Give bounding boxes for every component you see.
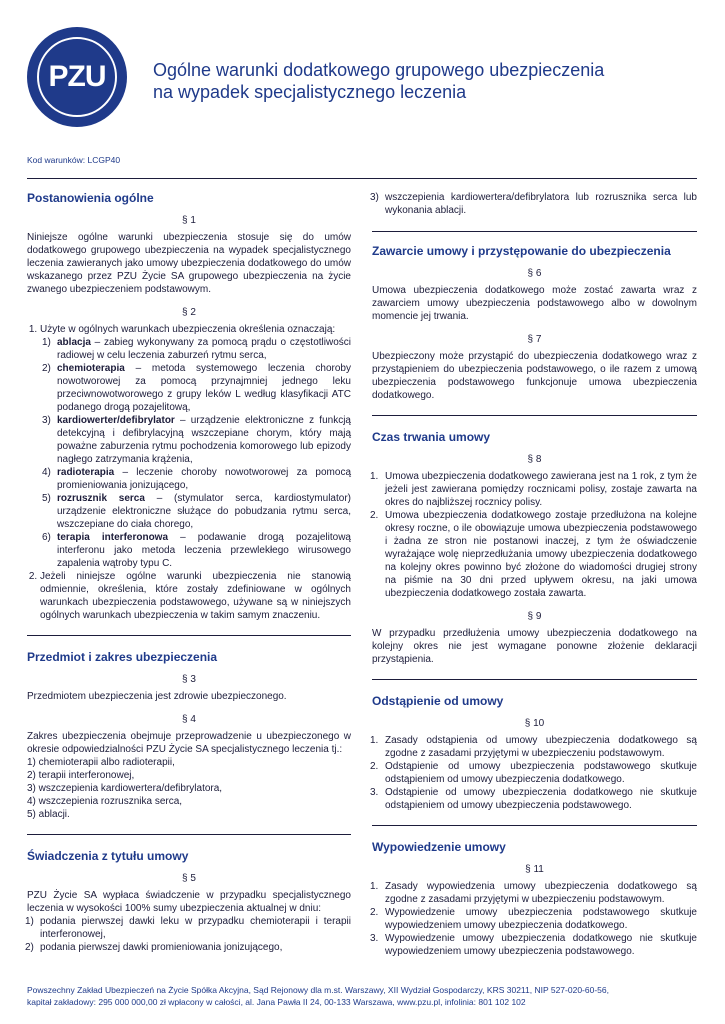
- definition-text: – (stymulator serca, kardiostymulator) urządzenie elektroniczne służące do pobudzania rytmu serca, wszczepiane do ciała chorego,: [57, 493, 351, 530]
- list-item-text: [57, 336, 351, 362]
- list-item: [40, 323, 351, 570]
- section-divider: [372, 679, 697, 680]
- section-heading-withdrawal: Odstąpienie od umowy: [372, 694, 504, 708]
- defined-term: chemioterapia: [57, 363, 125, 374]
- paragraph-text: Niniejsze ogólne warunki ubezpieczenia stosuje się do umów dodatkowego grupowego ubezpieczenia na wypadek specjalistycznego leczenia zawieranych jako umowy ubezpieczenia dodatkowego do umów wskazanego przez PZU Życie SA grupowego ubezpieczenia na życie zwanego ubezpieczeniem podstawowym.: [27, 232, 351, 295]
- definition-text: – urządzenie elektroniczne z funkcją detekcyjną i defibrylacyjną wszczepiane chorym, który mają poważne zaburzenia rytmu pochodzenia komorowego lub epizody nagłego zatrzymania krążenia,: [57, 415, 351, 465]
- list-number: 2): [42, 363, 51, 374]
- list-item-text: 2. Jeżeli niniejsze ogólne warunki ubezpieczenia nie stanowią odmiennie, określenia, które zostały zdefiniowane w ogólnych warunkach ubezpieczenia podstawowego, używane są w niniejszych ogólnych warunkach ubezpieczenia w takim samym znaczeniu.: [40, 571, 351, 621]
- section-heading-conclusion: Zawarcie umowy i przystępowanie do ubezpieczenia: [372, 244, 671, 258]
- list-item: [370, 932, 697, 958]
- paragraph-number: § 6: [527, 268, 542, 279]
- footer-line-2: kapitał zakładowy: 295 000 000,00 zł wpłacony w całości, al. Jana Pawła II 24, 00-133 Warszawa, www.pzu.pl, infolinia: 801 102 102: [27, 997, 526, 1007]
- list-item-text: Umowa ubezpieczenia dodatkowego zawierana jest na 1 rok, z tym że jeżeli jest zawierana pomiędzy rocznicami polisy, zostaje zawarta na okres do najbliższej rocznicy polisy.: [385, 471, 697, 508]
- list-number: 6): [42, 532, 51, 543]
- list-number: 1): [42, 337, 51, 348]
- list-item-text: wszczepienia kardiowertera/defibrylatora lub rozrusznika serca lub wykonania ablacji.: [385, 192, 697, 216]
- list-item: [370, 191, 697, 217]
- list-number: 2): [25, 942, 34, 953]
- logo-text: PZU: [48, 60, 106, 93]
- definition-text: – metoda systemowego leczenia choroby nowotworowej za pomocą przynajmniej jednego leku przeciwnowotworowego z grupy leków L według klasyfikacji ATC podanego drogą pozajelitową,: [57, 363, 351, 413]
- list-number: 1.: [370, 735, 379, 746]
- section-heading-termination: Wypowiedzenie umowy: [372, 840, 506, 854]
- definition-text: – leczenie choroby nowotworowej za pomocą promieniowania jonizującego,: [57, 467, 351, 491]
- section-heading-duration: Czas trwania umowy: [372, 430, 491, 444]
- document-title: [153, 59, 673, 103]
- definition-text: – podawanie drogą pozajelitową interferonu jako metoda leczenia przewlekłego wirusowego zapalenia wątroby typu C.: [57, 532, 351, 569]
- list-item: [40, 570, 351, 622]
- definitions-list: [27, 323, 351, 622]
- list-number: 3.: [370, 787, 379, 798]
- section-heading-general: Postanowienia ogólne: [27, 191, 154, 205]
- list-item-text: [57, 362, 351, 414]
- list-item-text: [57, 466, 351, 492]
- paragraph-text: W przypadku przedłużenia umowy ubezpieczenia dodatkowego na kolejny okres nie jest wymagane ponowne złożenie deklaracji przystąpienia.: [372, 628, 697, 665]
- footer: [27, 984, 717, 1008]
- definition-text: – zabieg wykonywany za pomocą prądu o częstotliwości radiowej w celu leczenia zaburzeń rytmu serca,: [57, 337, 351, 361]
- section-heading-benefits: Świadczenia z tytułu umowy: [27, 849, 189, 863]
- list-number: 4): [42, 467, 51, 478]
- right-column: [372, 180, 697, 958]
- list-item: [25, 915, 351, 941]
- section-divider: [372, 231, 697, 232]
- paragraph-text: Przedmiotem ubezpieczenia jest zdrowie ubezpieczonego.: [27, 691, 287, 702]
- list-item: 4) wszczepienia rozrusznika serca,: [27, 796, 183, 807]
- defined-term: radioterapia: [57, 467, 115, 478]
- list-item-text: Odstąpienie od umowy ubezpieczenia podstawowego skutkuje odstąpieniem od umowy ubezpieczenia dodatkowego.: [385, 761, 697, 785]
- withdrawal-list: [372, 734, 697, 812]
- list-number: 1.: [370, 881, 379, 892]
- scope-list: [27, 756, 351, 821]
- list-item: [42, 336, 351, 362]
- paragraph-number: § 3: [182, 674, 196, 685]
- list-number: 3): [370, 192, 379, 203]
- header-divider: [27, 178, 697, 179]
- list-number: 3.: [370, 933, 379, 944]
- paragraph-number: § 9: [527, 611, 542, 622]
- pzu-logo: [27, 27, 127, 127]
- list-item-text: Wypowiedzenie umowy ubezpieczenia podstawowego skutkuje wypowiedzeniem umowy ubezpieczenia dodatkowego.: [385, 907, 697, 931]
- footer-line-1: Powszechny Zakład Ubezpieczeń na Życie Spółka Akcyjna, Sąd Rejonowy dla m.st. Warszawy, XII Wydział Gospodarczy, KRS 30211, NIP 527-020-60-56,: [27, 985, 609, 995]
- list-item-text: podania pierwszej dawki promieniowania jonizującego,: [40, 942, 283, 953]
- list-item: [370, 786, 697, 812]
- list-item: [370, 880, 697, 906]
- list-item-text: Użyte w ogólnych warunkach ubezpieczenia określenia oznaczają:: [40, 324, 336, 335]
- paragraph-number: § 8: [527, 454, 542, 465]
- paragraph-number: § 10: [524, 718, 545, 729]
- list-item: 2) terapii interferonowej,: [27, 770, 135, 781]
- title-line-2: na wypadek specjalistycznego leczenia: [153, 82, 467, 102]
- paragraph-text: PZU Życie SA wypłaca świadczenie w przypadku specjalistycznego leczenia w wysokości 100% sumy ubezpieczenia aktualnej w dniu:: [27, 890, 351, 914]
- paragraph-text: Zakres ubezpieczenia obejmuje przeprowadzenie u ubezpieczonego w okresie odpowiedzialności PZU Życie SA specjalistycznego leczenia tj.:: [27, 731, 351, 755]
- benefits-list: [27, 915, 351, 954]
- continued-list: [372, 191, 697, 217]
- paragraph-number: § 7: [527, 334, 542, 345]
- defined-term: terapia interferonowa: [57, 532, 169, 543]
- paragraph-number: § 2: [182, 307, 196, 318]
- list-item: [370, 509, 697, 600]
- list-item: [370, 906, 697, 932]
- list-item-text: [57, 492, 351, 531]
- left-column: [27, 180, 351, 954]
- definitions-sublist: [40, 336, 351, 570]
- termination-list: [372, 880, 697, 958]
- duration-list: [372, 470, 697, 600]
- list-number: 1): [25, 916, 34, 927]
- list-item: [42, 362, 351, 414]
- section-divider: [372, 825, 697, 826]
- list-item-text: Wypowiedzenie umowy ubezpieczenia dodatkowego nie skutkuje wypowiedzeniem umowy ubezpieczenia podstawowego.: [385, 933, 697, 957]
- list-number: 2.: [370, 761, 379, 772]
- list-item: [42, 492, 351, 531]
- paragraph-text: Umowa ubezpieczenia dodatkowego może zostać zawarta wraz z zawarciem umowy ubezpieczenia podstawowego albo w dowolnym momencie jej trwania.: [372, 285, 697, 322]
- paragraph-number: § 11: [525, 864, 544, 875]
- list-item: [370, 760, 697, 786]
- paragraph-number: § 5: [182, 873, 196, 884]
- list-item-text: Umowa ubezpieczenia dodatkowego zostaje przedłużona na kolejne okresy roczne, o ile obowiązuje umowa ubezpieczenia podstawowego i żadna ze stron nie postanowi inaczej, z tym że oświadczenie wyrażające wolę nieprzedłużania umowy ubezpieczenia dodatkowego na kolejny okres powinno być złożone do wiadomości drugiej strony na piśmie na 30 dni przed upływem okresu, na jaki umowa ubezpieczenia dodatkowego została zawarta.: [385, 510, 697, 599]
- list-number: 5): [42, 493, 51, 504]
- list-item-text: podania pierwszej dawki leku w przypadku chemioterapii i terapii interferonowej,: [40, 916, 351, 940]
- list-item: [370, 734, 697, 760]
- list-item: 3) wszczepienia kardiowertera/defibrylatora,: [27, 783, 223, 794]
- list-item: 5) ablacji.: [27, 809, 70, 820]
- defined-term: ablacja: [57, 337, 91, 348]
- list-item: 1) chemioterapii albo radioterapii,: [27, 757, 175, 768]
- list-item: [370, 470, 697, 509]
- defined-term: rozrusznik serca: [57, 493, 145, 504]
- paragraph-number: § 1: [182, 215, 196, 226]
- section-divider: [27, 635, 351, 636]
- list-item: [42, 414, 351, 466]
- list-item-text: Zasady wypowiedzenia umowy ubezpieczenia dodatkowego są zgodne z zasadami przyjętymi w ubezpieczeniu podstawowym.: [385, 881, 697, 905]
- title-line-1: Ogólne warunki dodatkowego grupowego ubezpieczenia: [153, 60, 605, 80]
- list-item-text: Odstąpienie od umowy ubezpieczenia dodatkowego nie skutkuje odstąpieniem od umowy ubezpieczenia podstawowego.: [385, 787, 697, 811]
- section-heading-scope: Przedmiot i zakres ubezpieczenia: [27, 650, 218, 664]
- section-divider: [372, 415, 697, 416]
- list-item: [25, 941, 351, 954]
- conditions-code: Kod warunków: LCGP40: [27, 155, 121, 165]
- paragraph-text: Ubezpieczony może przystąpić do ubezpieczenia dodatkowego wraz z przystąpieniem do ubezpieczenia podstawowego, o ile razem z umową ubezpieczenia podstawowego funkcjonuje umowa ubezpieczenia dodatkowego.: [372, 351, 697, 401]
- list-item-text: [57, 414, 351, 466]
- list-number: 2.: [370, 907, 379, 918]
- paragraph-number: § 4: [182, 714, 196, 725]
- list-item-text: Zasady odstąpienia od umowy ubezpieczenia dodatkowego są zgodne z zasadami przyjętymi w ubezpieczeniu podstawowym.: [385, 735, 697, 759]
- list-item: [42, 466, 351, 492]
- list-number: 1.: [370, 471, 379, 482]
- list-number: 2.: [370, 510, 379, 521]
- list-item-text: [57, 531, 351, 570]
- section-divider: [27, 834, 351, 835]
- list-number: 3): [42, 415, 51, 426]
- list-item: [42, 531, 351, 570]
- defined-term: kardiowerter/defibrylator: [57, 415, 175, 426]
